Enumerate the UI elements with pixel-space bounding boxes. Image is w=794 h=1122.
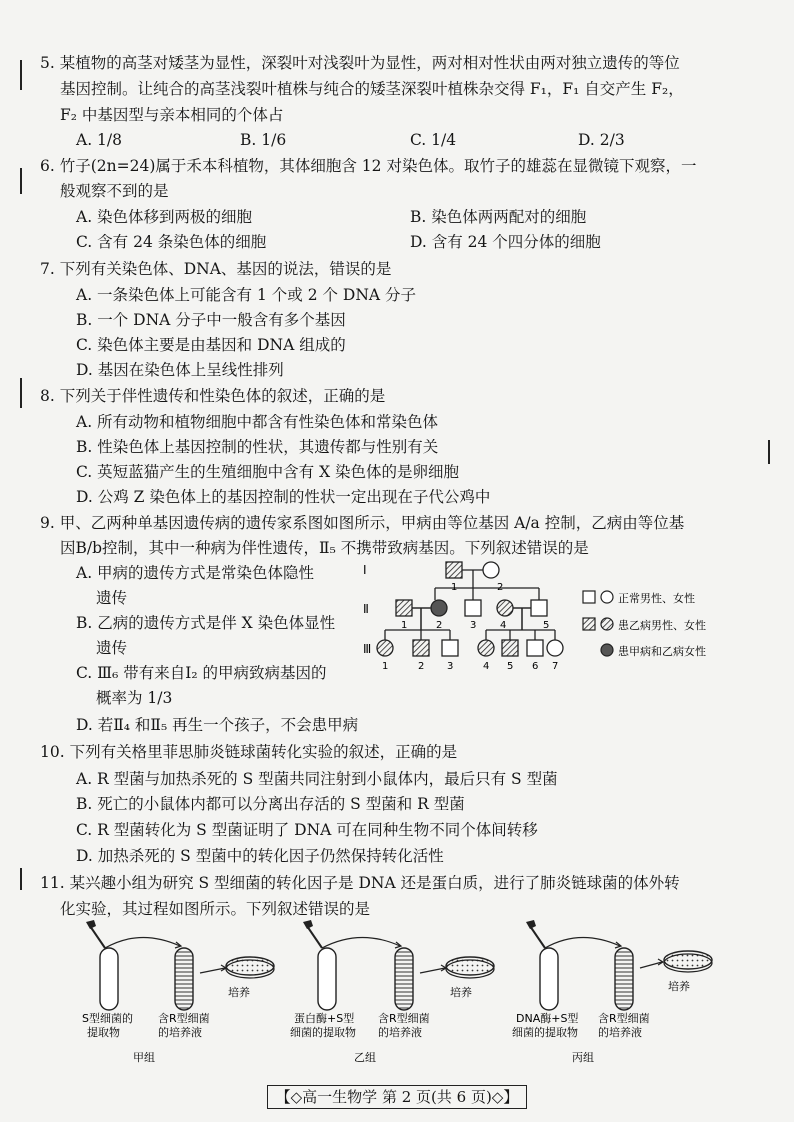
dropper-icon	[530, 926, 545, 948]
pedigree-I1-affected-male	[446, 562, 462, 578]
pedigree-II5-normal-male	[531, 600, 547, 616]
q5-option-d[interactable]: D. 2/3	[578, 131, 625, 149]
q10-option-b[interactable]: B. 死亡的小鼠体内都可以分离出存活的 S 型菌和 R 型菌	[76, 795, 465, 813]
q9-option-a-line-1[interactable]: A. 甲病的遗传方式是常染色体隐性	[76, 564, 315, 582]
pedigree-III-number-4: 4	[483, 661, 490, 672]
pedigree-III-number-2: 2	[418, 661, 425, 672]
q8-option-c[interactable]: C. 英短蓝猫产生的生殖细胞中含有 X 染色体的是卵细胞	[76, 463, 460, 481]
legend-affected-female-icon	[601, 618, 613, 630]
q9-stem-line-2: 因B/b控制，其中一种病为伴性遗传，Ⅱ₅ 不携带致病基因。下列叙述错误的是	[60, 539, 589, 557]
pedigree-III-number-6: 6	[532, 661, 539, 672]
pedigree-III3-normal-male	[442, 640, 458, 656]
culture-label-bing: 培养	[668, 980, 690, 993]
q9-option-b-line-2: 遗传	[96, 639, 128, 657]
pedigree-II1-affected-male	[396, 600, 412, 616]
q7-stem: 7. 下列有关染色体、DNA、基因的说法，错误的是	[40, 260, 392, 278]
tube-s-extract-icon	[100, 948, 118, 1010]
pedigree-II-number-5: 5	[543, 620, 550, 631]
pedigree-III-number-7: 7	[552, 661, 559, 672]
tube1-label-jia-line1: S型细菌的	[82, 1012, 133, 1025]
pedigree-I-number-1: 1	[451, 582, 458, 593]
dropper-icon	[307, 926, 322, 948]
tube1-label-bing-line1: DNA酶+S型	[516, 1012, 579, 1025]
q11-stem-line-2: 化实验，其过程如图所示。下列叙述错误的是	[60, 900, 371, 918]
tube1-label-yi-line1: 蛋白酶+S型	[294, 1012, 355, 1025]
q5-stem-line-1: 5. 某植物的高茎对矮茎为显性，深裂叶对浅裂叶为显性，两对相对性状由两对独立遗传的等位	[40, 54, 680, 72]
pedigree-III4-affected-female	[478, 640, 494, 656]
margin-mark	[20, 60, 22, 90]
q8-option-a[interactable]: A. 所有动物和植物细胞中都含有性染色体和常染色体	[76, 413, 439, 431]
tube1-label-bing-line2: 细菌的提取物	[512, 1026, 578, 1039]
q11-stem-line-1: 11. 某兴趣小组为研究 S 型细菌的转化因子是 DNA 还是蛋白质，进行了肺炎链球菌的体外转	[40, 874, 680, 892]
q6-stem-line-2: 般观察不到的是	[60, 182, 169, 200]
q10-option-a[interactable]: A. R 型菌与加热杀死的 S 型菌共同注射到小鼠体内，最后只有 S 型菌	[76, 770, 558, 788]
pedigree-I2-normal-female	[483, 562, 499, 578]
group-bing-name: 丙组	[572, 1051, 594, 1064]
legend-affected-label: 患乙病男性、女性	[618, 619, 706, 632]
tube2-label-jia-line2: 的培养液	[158, 1026, 202, 1039]
pedigree-II4-affected-female	[497, 600, 513, 616]
tube2-label-yi-line1: 含R型细菌	[378, 1012, 430, 1025]
q5-stem-line-2: 基因控制。让纯合的高茎浅裂叶植株与纯合的矮茎深裂叶植株杂交得 F₁，F₁ 自交产生 F₂，	[60, 80, 684, 98]
pedigree-III5-affected-male	[502, 640, 518, 656]
page-footer	[0, 1085, 794, 1109]
pedigree-III7-normal-female	[547, 640, 563, 656]
tube2-label-bing-line2: 的培养液	[598, 1026, 642, 1039]
transformation-experiment-diagram	[60, 918, 760, 1068]
tube-r-culture-icon	[175, 948, 193, 1010]
group-yi-name: 乙组	[354, 1051, 376, 1064]
pedigree-II2-both-diseases-female	[431, 600, 447, 616]
q9-option-d[interactable]: D. 若Ⅱ₄ 和Ⅱ₅ 再生一个孩子，不会患甲病	[76, 716, 359, 734]
q8-stem: 8. 下列关于伴性遗传和性染色体的叙述，正确的是	[40, 387, 386, 405]
group-bing	[512, 920, 712, 1064]
tube-r-culture-icon	[615, 948, 633, 1010]
q6-option-a[interactable]: A. 染色体移到两极的细胞	[76, 208, 253, 226]
culture-label-jia: 培养	[228, 986, 250, 999]
q7-option-d[interactable]: D. 基因在染色体上呈线性排列	[76, 361, 284, 379]
margin-mark	[768, 440, 770, 464]
margin-mark	[20, 378, 22, 408]
pedigree-diagram	[355, 558, 775, 688]
q6-option-b[interactable]: B. 染色体两两配对的细胞	[410, 208, 587, 226]
q7-option-c[interactable]: C. 染色体主要是由基因和 DNA 组成的	[76, 336, 346, 354]
pedigree-II3-normal-male	[465, 600, 481, 616]
q6-stem-line-1: 6. 竹子(2n=24)属于禾本科植物，其体细胞含 12 对染色体。取竹子的雄蕊在显微镜下观察，一	[40, 157, 697, 175]
q10-option-c[interactable]: C. R 型菌转化为 S 型菌证明了 DNA 可在同种生物不同个体间转移	[76, 821, 538, 839]
q9-option-a-line-2: 遗传	[96, 589, 128, 607]
q9-option-c-line-1[interactable]: C. Ⅲ₆ 带有来自Ⅰ₂ 的甲病致病基因的	[76, 664, 327, 682]
dropper-icon	[90, 926, 105, 948]
pedigree-II-number-1: 1	[401, 620, 408, 631]
tube-dnase-extract-icon	[540, 948, 558, 1010]
q9-option-b-line-1[interactable]: B. 乙病的遗传方式是伴 X 染色体显性	[76, 614, 336, 632]
group-jia-name: 甲组	[133, 1051, 155, 1064]
tube1-label-yi-line2: 细菌的提取物	[290, 1026, 356, 1039]
pedigree-III2-affected-male	[413, 640, 429, 656]
q10-stem: 10. 下列有关格里菲思肺炎链球菌转化实验的叙述，正确的是	[40, 743, 458, 761]
pedigree-III-number-1: 1	[382, 661, 389, 672]
margin-mark	[20, 168, 22, 194]
legend-normal-label: 正常男性、女性	[618, 592, 695, 605]
q7-option-a[interactable]: A. 一条染色体上可能含有 1 个或 2 个 DNA 分子	[76, 286, 417, 304]
legend-both-label: 患甲病和乙病女性	[618, 645, 706, 658]
legend-both-diseases-icon	[601, 644, 613, 656]
q8-option-b[interactable]: B. 性染色体上基因控制的性状，其遗传都与性别有关	[76, 438, 439, 456]
pedigree-III-number-5: 5	[507, 661, 514, 672]
pedigree-III1-affected-female	[377, 640, 393, 656]
legend-normal-female-icon	[601, 591, 613, 603]
pedigree-I-number-2: 2	[497, 582, 504, 593]
q5-option-a[interactable]: A. 1/8	[76, 131, 122, 149]
margin-mark	[20, 868, 22, 890]
tube1-label-jia-line2: 提取物	[87, 1026, 120, 1039]
legend-affected-male-icon	[583, 618, 595, 630]
pedigree-gen-I-label: Ⅰ	[363, 563, 367, 577]
q6-option-d[interactable]: D. 含有 24 个四分体的细胞	[410, 233, 601, 251]
tube2-label-bing-line1: 含R型细菌	[598, 1012, 650, 1025]
q6-option-c[interactable]: C. 含有 24 条染色体的细胞	[76, 233, 267, 251]
pedigree-II-number-2: 2	[436, 620, 443, 631]
q9-option-c-line-2: 概率为 1/3	[96, 689, 173, 707]
tube2-label-jia-line1: 含R型细菌	[158, 1012, 210, 1025]
tube2-label-yi-line2: 的培养液	[378, 1026, 422, 1039]
q10-option-d[interactable]: D. 加热杀死的 S 型菌中的转化因子仍然保持转化活性	[76, 847, 444, 865]
q9-stem-line-1: 9. 甲、乙两种单基因遗传病的遗传家系图如图所示，甲病由等位基因 A/a 控制，乙病由等位基	[40, 514, 685, 532]
legend-normal-male-icon	[583, 591, 595, 603]
pedigree-II-number-3: 3	[470, 620, 477, 631]
group-yi	[290, 920, 494, 1064]
group-jia	[82, 920, 274, 1064]
culture-label-yi: 培养	[450, 986, 472, 999]
pedigree-III-number-3: 3	[447, 661, 454, 672]
q8-option-d[interactable]: D. 公鸡 Z 染色体上的基因控制的性状一定出现在子代公鸡中	[76, 488, 491, 506]
pedigree-gen-III-label: Ⅲ	[363, 642, 372, 656]
pedigree-gen-II-label: Ⅱ	[363, 602, 369, 616]
q5-option-c[interactable]: C. 1/4	[410, 131, 457, 149]
pedigree-III6-normal-male	[527, 640, 543, 656]
tube-r-culture-icon	[395, 948, 413, 1010]
pedigree-II-number-4: 4	[500, 620, 507, 631]
q7-option-b[interactable]: B. 一个 DNA 分子中一般含有多个基因	[76, 311, 346, 329]
q5-option-b[interactable]: B. 1/6	[240, 131, 287, 149]
q5-stem-line-3: F₂ 中基因型与亲本相同的个体占	[60, 106, 284, 124]
tube-protease-extract-icon	[318, 948, 336, 1010]
footer-label: 【◇高一生物学 第 2 页(共 6 页)◇】	[267, 1085, 528, 1109]
